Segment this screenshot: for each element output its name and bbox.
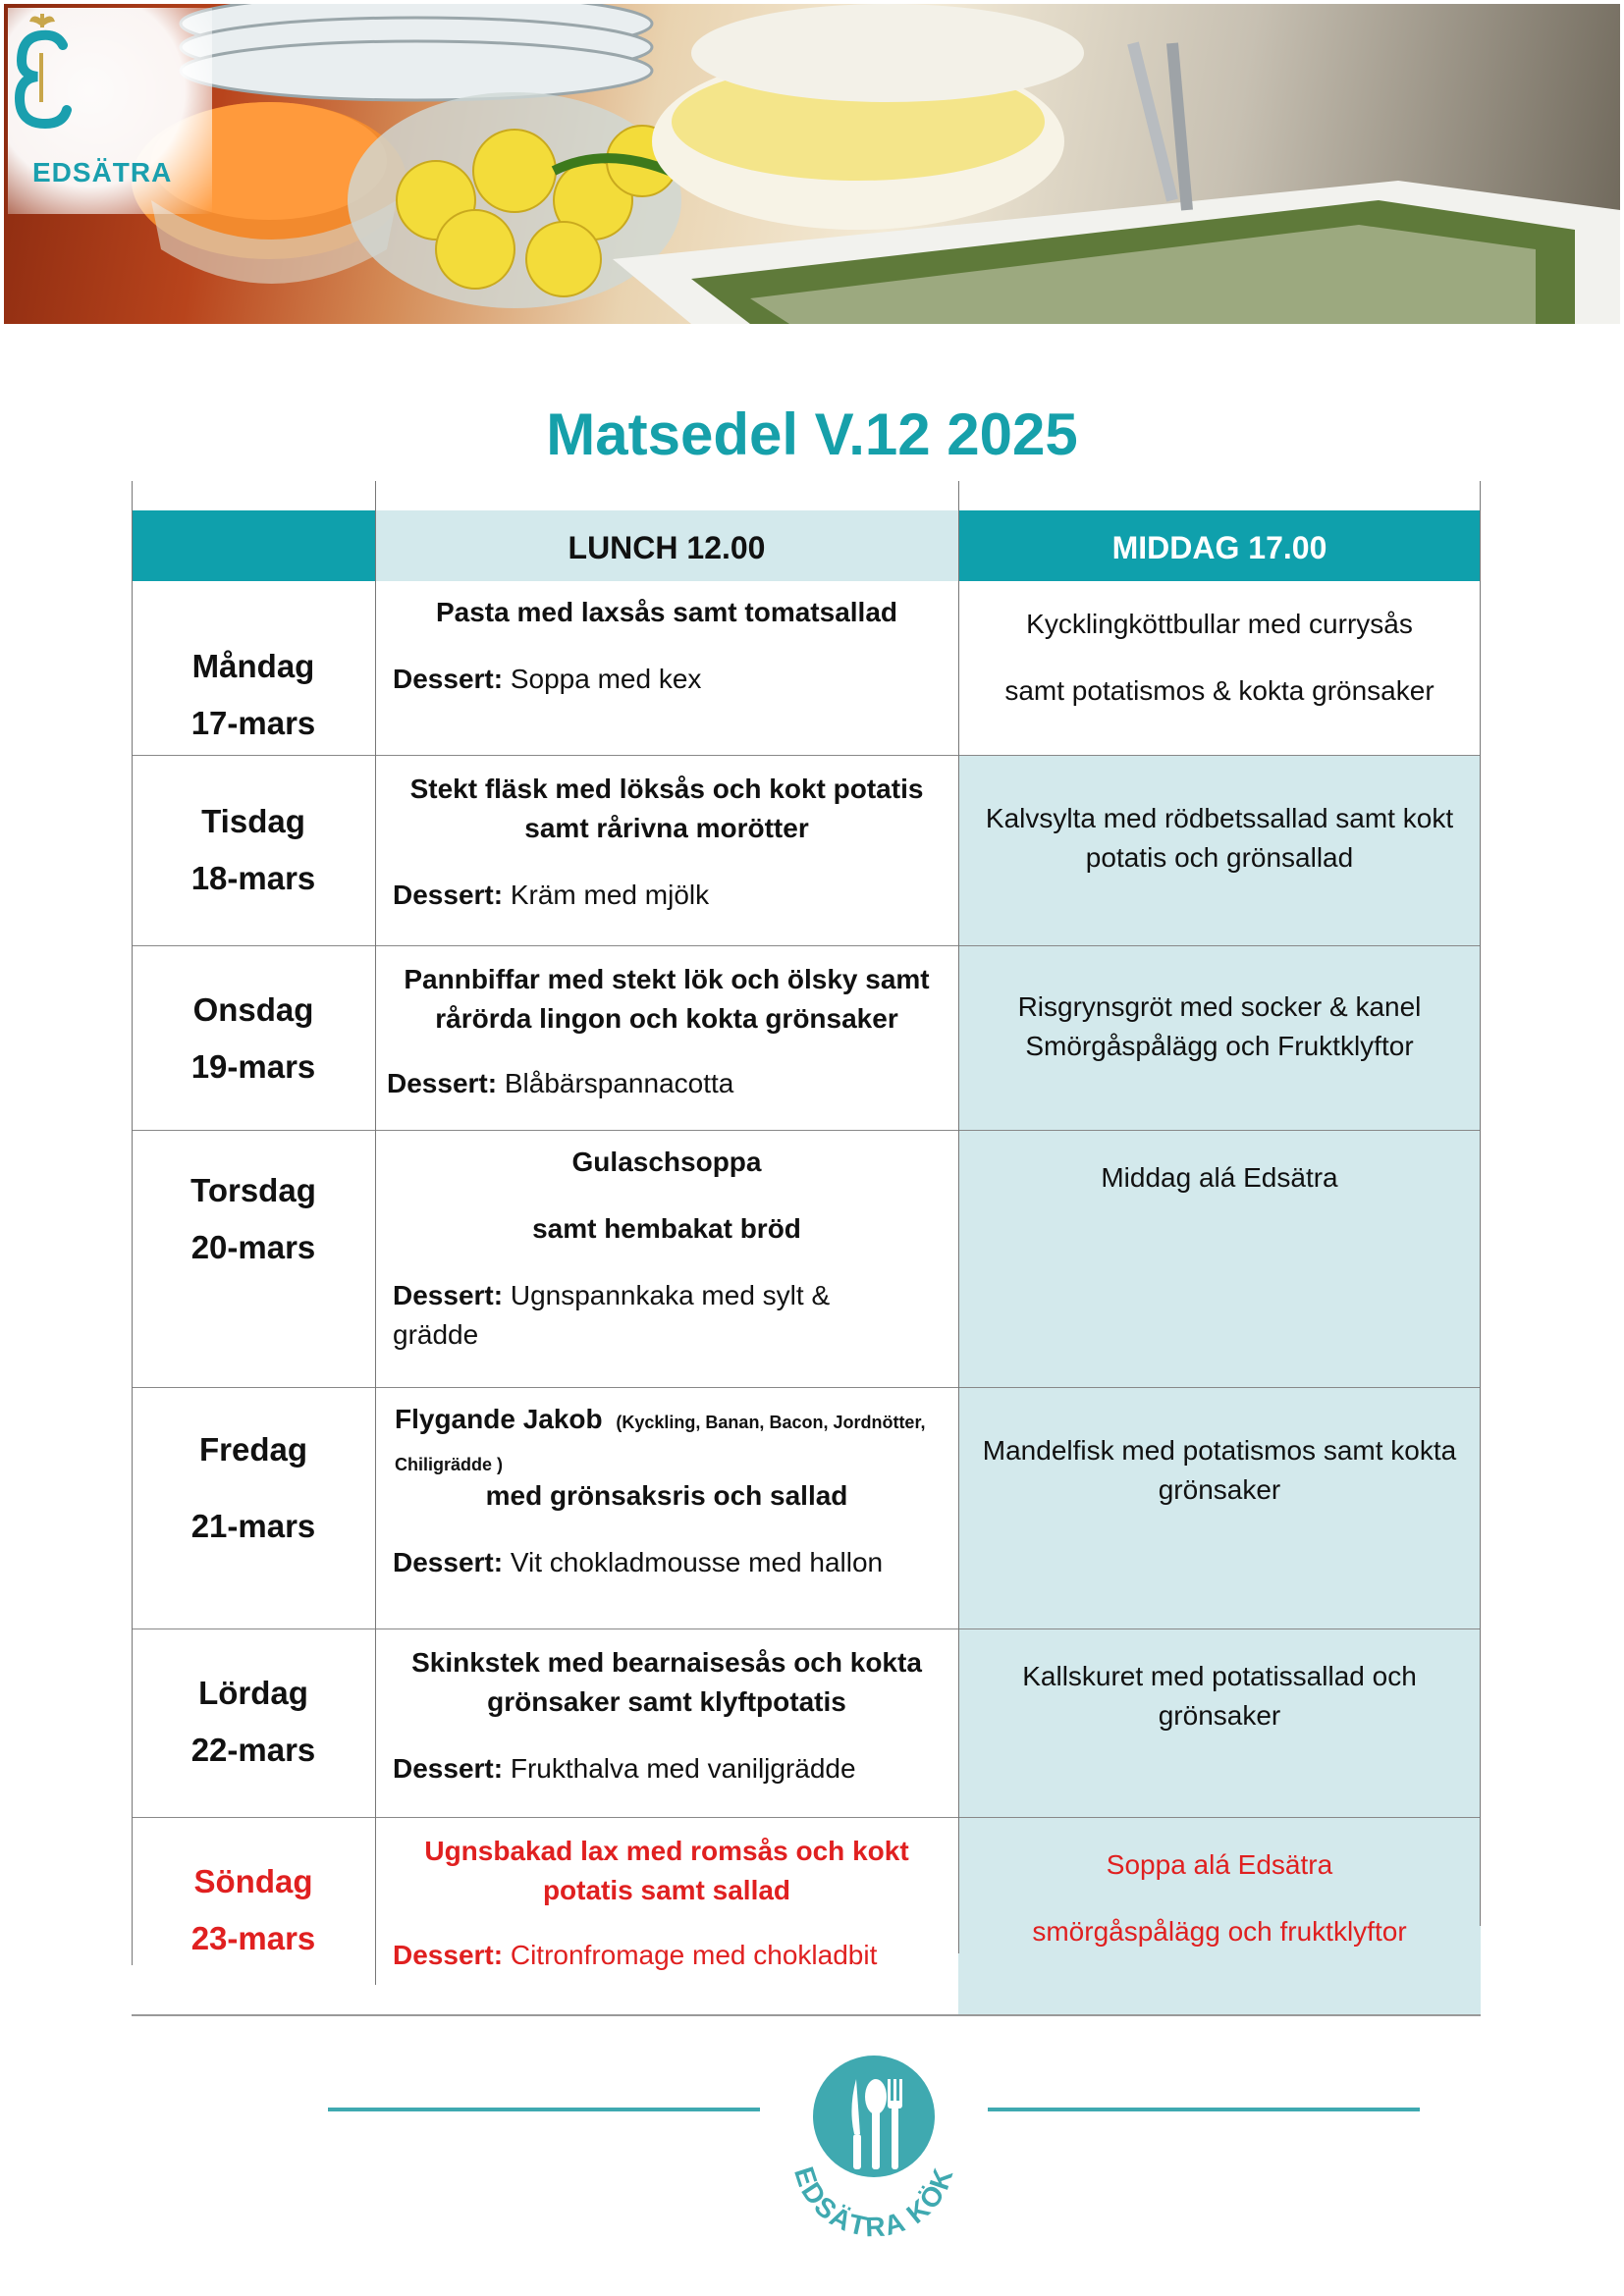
lunch-cell	[375, 1388, 958, 1629]
header-lunch-label: LUNCH 12.00	[568, 530, 766, 565]
dessert-line	[393, 1276, 903, 1355]
dessert-line	[393, 1936, 923, 1975]
spoon-icon	[872, 2110, 880, 2169]
brand-logo	[8, 8, 212, 214]
table-row-lordag	[132, 1629, 1481, 1818]
dessert-label: Dessert:	[387, 1068, 498, 1098]
table-row-sondag	[132, 1818, 1481, 2014]
dessert-label: Dessert:	[393, 1940, 504, 1970]
dinner-dish: Kalvsylta med rödbetssallad samt kokt potatis och grönsallad	[985, 803, 1454, 873]
lunch-cell	[375, 1629, 958, 1818]
lunch-cell	[375, 1818, 958, 2014]
dessert-label: Dessert:	[393, 664, 504, 694]
dinner-dish-continued: smörgåspålägg och fruktklyftor	[1032, 1916, 1407, 1947]
edsatra-kok-logo	[766, 2040, 982, 2256]
lunch-dish-side: samt hembakat bröd	[532, 1213, 801, 1244]
dinner-dish: Kycklingköttbullar med currysås	[1026, 609, 1413, 639]
dessert-line	[393, 876, 923, 915]
day-name: Tisdag	[201, 803, 305, 839]
dinner-dish: Middag alá Edsätra	[1101, 1162, 1338, 1193]
day-name: Lördag	[198, 1675, 308, 1711]
dessert-line	[393, 1543, 923, 1582]
day-cell	[132, 756, 375, 946]
footer-line-right	[988, 2108, 1420, 2111]
lunch-dish: Skinkstek med bearnaisesås och kokta grönsaker samt klyftpotatis	[411, 1647, 922, 1717]
day-name: Torsdag	[190, 1172, 316, 1208]
table-row-onsdag	[132, 946, 1481, 1131]
dinner-cell	[958, 581, 1481, 756]
day-date: 18-mars	[190, 860, 316, 896]
dessert-label: Dessert:	[393, 1753, 504, 1784]
lunch-cell	[375, 946, 958, 1131]
page-title: Matsedel V.12 2025	[546, 401, 1078, 467]
table-row-tisdag	[132, 756, 1481, 946]
dinner-dish: Risgrynsgröt med socker & kanel Smörgåspålägg och Fruktklyftor	[1017, 991, 1422, 1061]
dessert-text: Kräm med mjölk	[510, 880, 710, 910]
day-cell	[132, 581, 375, 756]
dinner-dish: Mandelfisk med potatismos samt kokta grönsaker	[982, 1435, 1457, 1505]
dessert-line	[387, 1064, 917, 1103]
day-date: 22-mars	[190, 1732, 316, 1768]
header-dinner-label: MIDDAG 17.00	[1111, 530, 1327, 565]
footer-brand-name: EDSÄTRA KÖK	[788, 2163, 959, 2243]
table-row-fredag	[132, 1388, 1481, 1629]
lunch-dish-note: (Kyckling, Banan, Bacon, Jordnötter, Chiligrädde )	[395, 1413, 926, 1474]
day-date: 23-mars	[190, 1920, 316, 1956]
footer-line-left	[328, 2108, 760, 2111]
table-border-left	[132, 481, 133, 1965]
lunch-dish-line	[395, 1400, 954, 1484]
dessert-line	[393, 660, 923, 699]
table-border-right	[1480, 481, 1481, 1926]
day-name: Söndag	[193, 1863, 313, 1899]
dinner-cell	[958, 756, 1481, 946]
table-row-torsdag	[132, 1131, 1481, 1388]
day-date: 20-mars	[190, 1229, 316, 1265]
dinner-dish-continued: samt potatismos & kokta grönsaker	[1004, 675, 1435, 706]
header-photo	[4, 4, 1620, 324]
lunch-dish: Pasta med laxsås samt tomatsallad	[435, 597, 897, 627]
lunch-dish: Ugnsbakad lax med romsås och kokt potatis samt sallad	[424, 1836, 909, 1905]
day-date: 21-mars	[190, 1508, 316, 1544]
lunch-dish-side: med grönsaksris och sallad	[485, 1480, 848, 1511]
lunch-dish: Flygande Jakob	[395, 1404, 603, 1434]
lunch-dish: Gulaschsoppa	[571, 1147, 762, 1177]
day-cell	[132, 1818, 375, 2014]
lunch-cell	[375, 756, 958, 946]
day-cell	[132, 1388, 375, 1629]
dessert-label: Dessert:	[393, 1547, 504, 1577]
day-name: Måndag	[191, 648, 315, 684]
header-day-column	[132, 510, 375, 581]
dinner-cell	[958, 1388, 1481, 1629]
food-buffet-illustration	[4, 4, 1620, 324]
knife-icon	[853, 2134, 861, 2169]
dinner-dish: Kallskuret med potatissallad och grönsaker	[1022, 1661, 1417, 1731]
table-row-mandag	[132, 581, 1481, 756]
dessert-text: Frukthalva med vaniljgrädde	[510, 1753, 856, 1784]
table-bottom-rule	[132, 2014, 1481, 2016]
dessert-line	[393, 1749, 923, 1789]
dinner-cell	[958, 1131, 1481, 1388]
table-divider-meals	[958, 481, 959, 1953]
header-lunch	[375, 510, 958, 581]
day-name: Fredag	[198, 1431, 308, 1468]
lunch-cell	[375, 1131, 958, 1388]
dinner-cell	[958, 1818, 1481, 2014]
lunch-cell	[375, 581, 958, 756]
dinner-cell	[958, 1629, 1481, 1818]
dessert-text: Blåbärspannacotta	[504, 1068, 734, 1098]
day-cell	[132, 1131, 375, 1388]
edsatra-logo-icon	[8, 8, 77, 135]
dinner-dish: Soppa alá Edsätra	[1106, 1849, 1333, 1880]
day-cell	[132, 1629, 375, 1818]
table-divider-day	[375, 481, 376, 1985]
dessert-label: Dessert:	[393, 1280, 504, 1310]
day-name: Onsdag	[192, 991, 314, 1028]
dessert-label: Dessert:	[393, 880, 504, 910]
brand-name: EDSÄTRA	[32, 157, 173, 187]
dinner-cell	[958, 946, 1481, 1131]
day-date: 17-mars	[190, 705, 316, 741]
dessert-text: Vit chokladmousse med hallon	[510, 1547, 884, 1577]
dessert-text: Ugnspannkaka med sylt & grädde	[393, 1280, 831, 1350]
day-date: 19-mars	[190, 1048, 316, 1085]
dessert-text: Citronfromage med chokladbit	[510, 1940, 878, 1970]
header-dinner	[958, 510, 1481, 581]
day-cell	[132, 946, 375, 1131]
dessert-text: Soppa med kex	[510, 664, 702, 694]
lunch-dish: Pannbiffar med stekt lök och ölsky samt rårörda lingon och kokta grönsaker	[404, 964, 930, 1034]
lunch-dish: Stekt fläsk med löksås och kokt potatis samt rårivna morötter	[409, 774, 924, 843]
